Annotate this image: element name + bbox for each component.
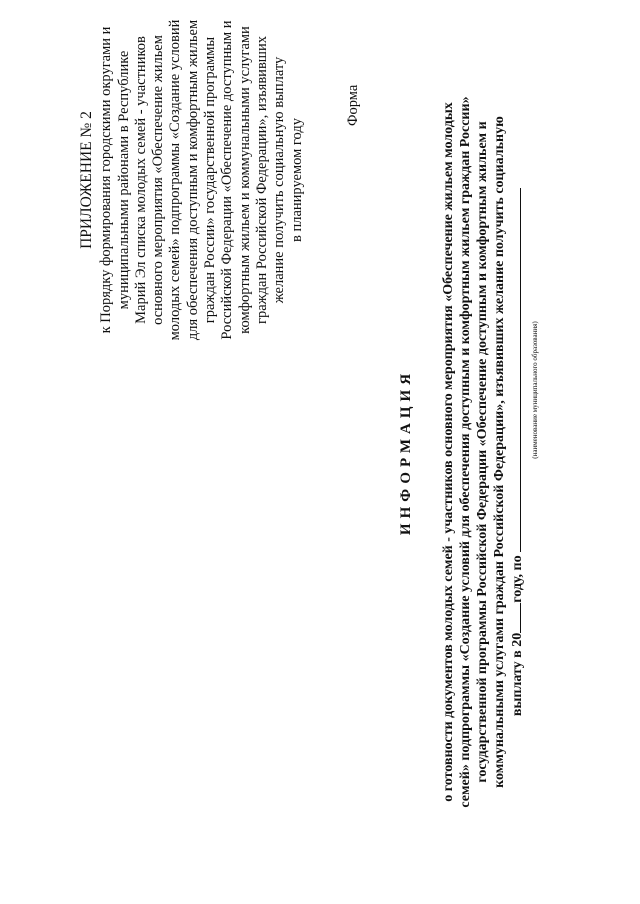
- info-body: [440, 54, 526, 850]
- appendix-line: Российской Федерации «Обеспечение доступным и: [219, 20, 236, 340]
- appendix-line: к Порядку формирования городскими округами и: [98, 26, 115, 334]
- appendix-line: комфортным жильем и коммунальными услугами: [236, 26, 253, 334]
- info-last-line: [508, 54, 526, 850]
- appendix-line: муниципальными районами в Республике: [115, 50, 132, 310]
- appendix-line: в планируемом году: [288, 118, 305, 242]
- info-line: государственной программы Российской Федерации «Обеспечение доступным и комфортным жильем и: [475, 121, 490, 783]
- info-line: о готовности документов молодых семей - участников основного мероприятия «Обеспечение жильем молодых: [441, 102, 456, 802]
- appendix-line: желание получить социальную выплату: [271, 56, 288, 304]
- payout-year-prefix: выплату в 20: [510, 632, 525, 717]
- municipality-caption: (наименование муниципального образования): [531, 321, 539, 459]
- appendix-line: молодых семей» подпрограммы «Создание условий: [167, 19, 184, 341]
- info-line: семей» подпрограммы «Создание условий для обеспечения доступным и комфортным жильем граждан России»: [458, 96, 473, 808]
- appendix-line: для обеспечения доступным и комфортным жильем: [184, 19, 201, 341]
- info-heading: ИНФОРМАЦИЯ: [398, 368, 414, 536]
- appendix-line: граждан Российской Федерации», изъявивших: [253, 36, 270, 324]
- appendix-line: Марий Эл списка молодых семей - участников: [132, 36, 149, 324]
- appendix-block: [78, 12, 306, 348]
- payout-year-suffix: году, по: [510, 555, 525, 603]
- info-line: коммунальными услугами граждан Российской Федерации», изъявивших желание получить социальную: [492, 116, 507, 788]
- year-blank-field[interactable]: [508, 603, 521, 633]
- appendix-line: основного мероприятия «Обеспечение жильем: [150, 35, 167, 325]
- appendix-line: граждан России» государственной программы: [202, 36, 219, 324]
- form-label: Форма: [345, 84, 361, 126]
- appendix-title: ПРИЛОЖЕНИЕ № 2: [78, 111, 95, 249]
- municipality-blank-field[interactable]: [508, 188, 521, 552]
